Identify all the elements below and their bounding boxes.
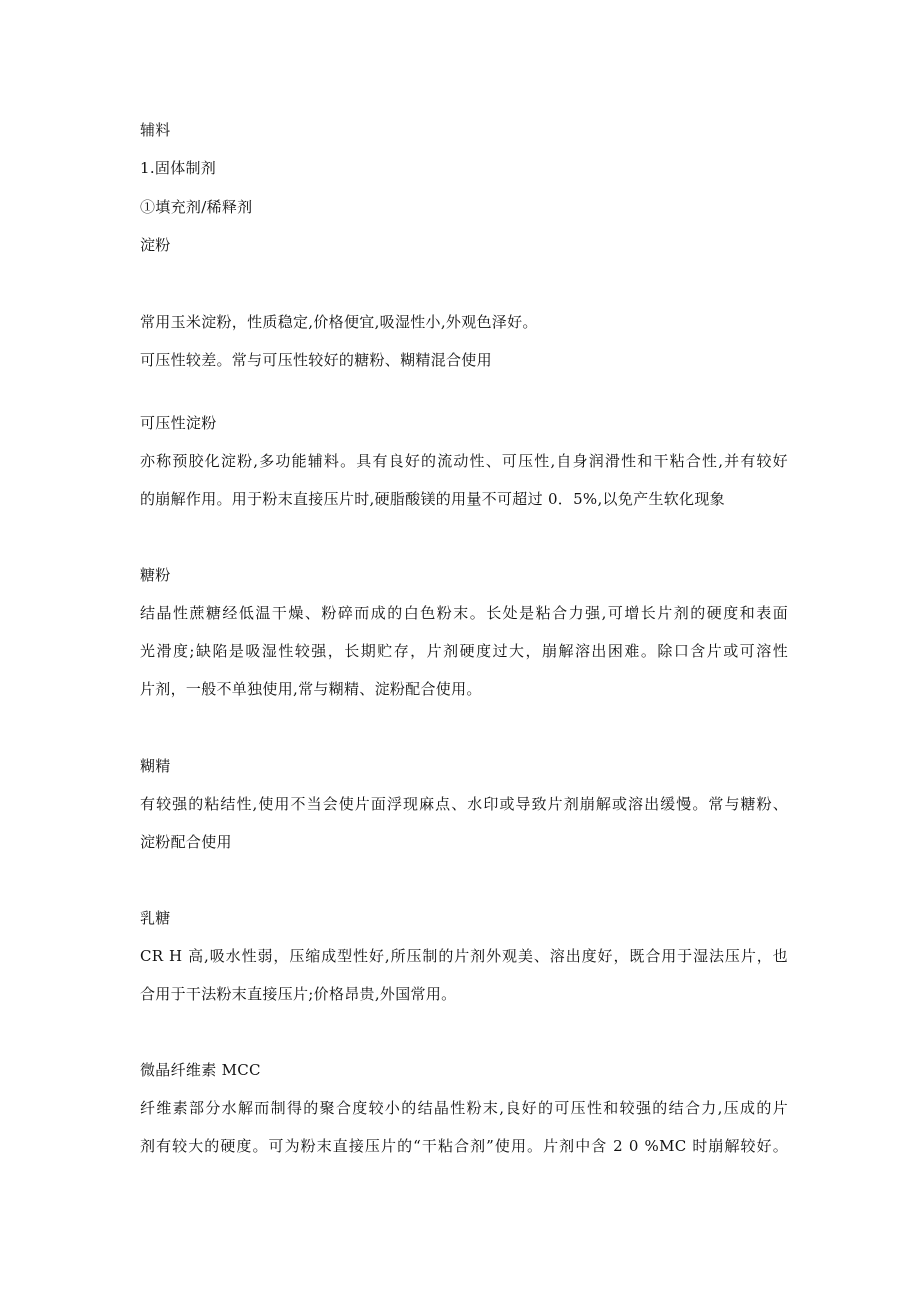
dextrin-text-line: 淀粉配合使用 <box>140 833 232 851</box>
lactose-text-line: CR H 高,吸水性弱，压缩成型性好,所压制的片剂外观美、溶出度好，既合用于湿法压片，也 <box>140 947 788 965</box>
sugar-powder-title: 糖粉 <box>140 566 171 584</box>
compressible-starch-title: 可压性淀粉 <box>140 414 217 432</box>
mcc-text-line: 剂有较大的硬度。可为粉末直接压片的“干粘合剂”使用。片剂中含 2 0 %MC 时崩解较好。 <box>140 1137 788 1155</box>
sugar-powder-text-line: 结晶性蔗糖经低温干燥、粉碎而成的白色粉末。长处是粘合力强,可增长片剂的硬度和表面 <box>140 604 788 622</box>
dextrin-text-line: 有较强的粘结性,使用不当会使片面浮现麻点、水印或导致片剂崩解或溶出缓慢。常与糖粉、 <box>140 795 788 813</box>
starch-title: 淀粉 <box>140 236 171 254</box>
starch-text-line: 常用玉米淀粉，性质稳定,价格便宜,吸湿性小,外观色泽好。 <box>140 313 538 331</box>
mcc-title: 微晶纤维素 MCC <box>140 1061 261 1079</box>
subsection-heading: ①填充剂/稀释剂 <box>140 198 253 216</box>
document-heading: 辅料 <box>140 121 171 139</box>
compressible-starch-text-line: 亦称预胶化淀粉,多功能辅料。具有良好的流动性、可压性,自身润滑性和干粘合性,并有较好 <box>140 452 788 470</box>
lactose-text-line: 合用于干法粉末直接压片;价格昂贵,外国常用。 <box>140 985 457 1003</box>
compressible-starch-text-line: 的崩解作用。用于粉末直接压片时,硬脂酸镁的用量不可超过 0．5%,以免产生软化现象 <box>140 490 725 508</box>
dextrin-title: 糊精 <box>140 757 171 775</box>
starch-text-line: 可压性较差。常与可压性较好的糖粉、糊精混合使用 <box>140 351 492 369</box>
sugar-powder-text-line: 片剂，一般不单独使用,常与糊精、淀粉配合使用。 <box>140 680 482 698</box>
section-heading: 1.固体制剂 <box>140 159 217 177</box>
mcc-text-line: 纤维素部分水解而制得的聚合度较小的结晶性粉末,良好的可压性和较强的结合力,压成的片 <box>140 1099 788 1117</box>
sugar-powder-text-line: 光滑度;缺陷是吸湿性较强，长期贮存，片剂硬度过大，崩解溶出困难。除口含片或可溶性 <box>140 642 788 660</box>
lactose-title: 乳糖 <box>140 909 171 927</box>
